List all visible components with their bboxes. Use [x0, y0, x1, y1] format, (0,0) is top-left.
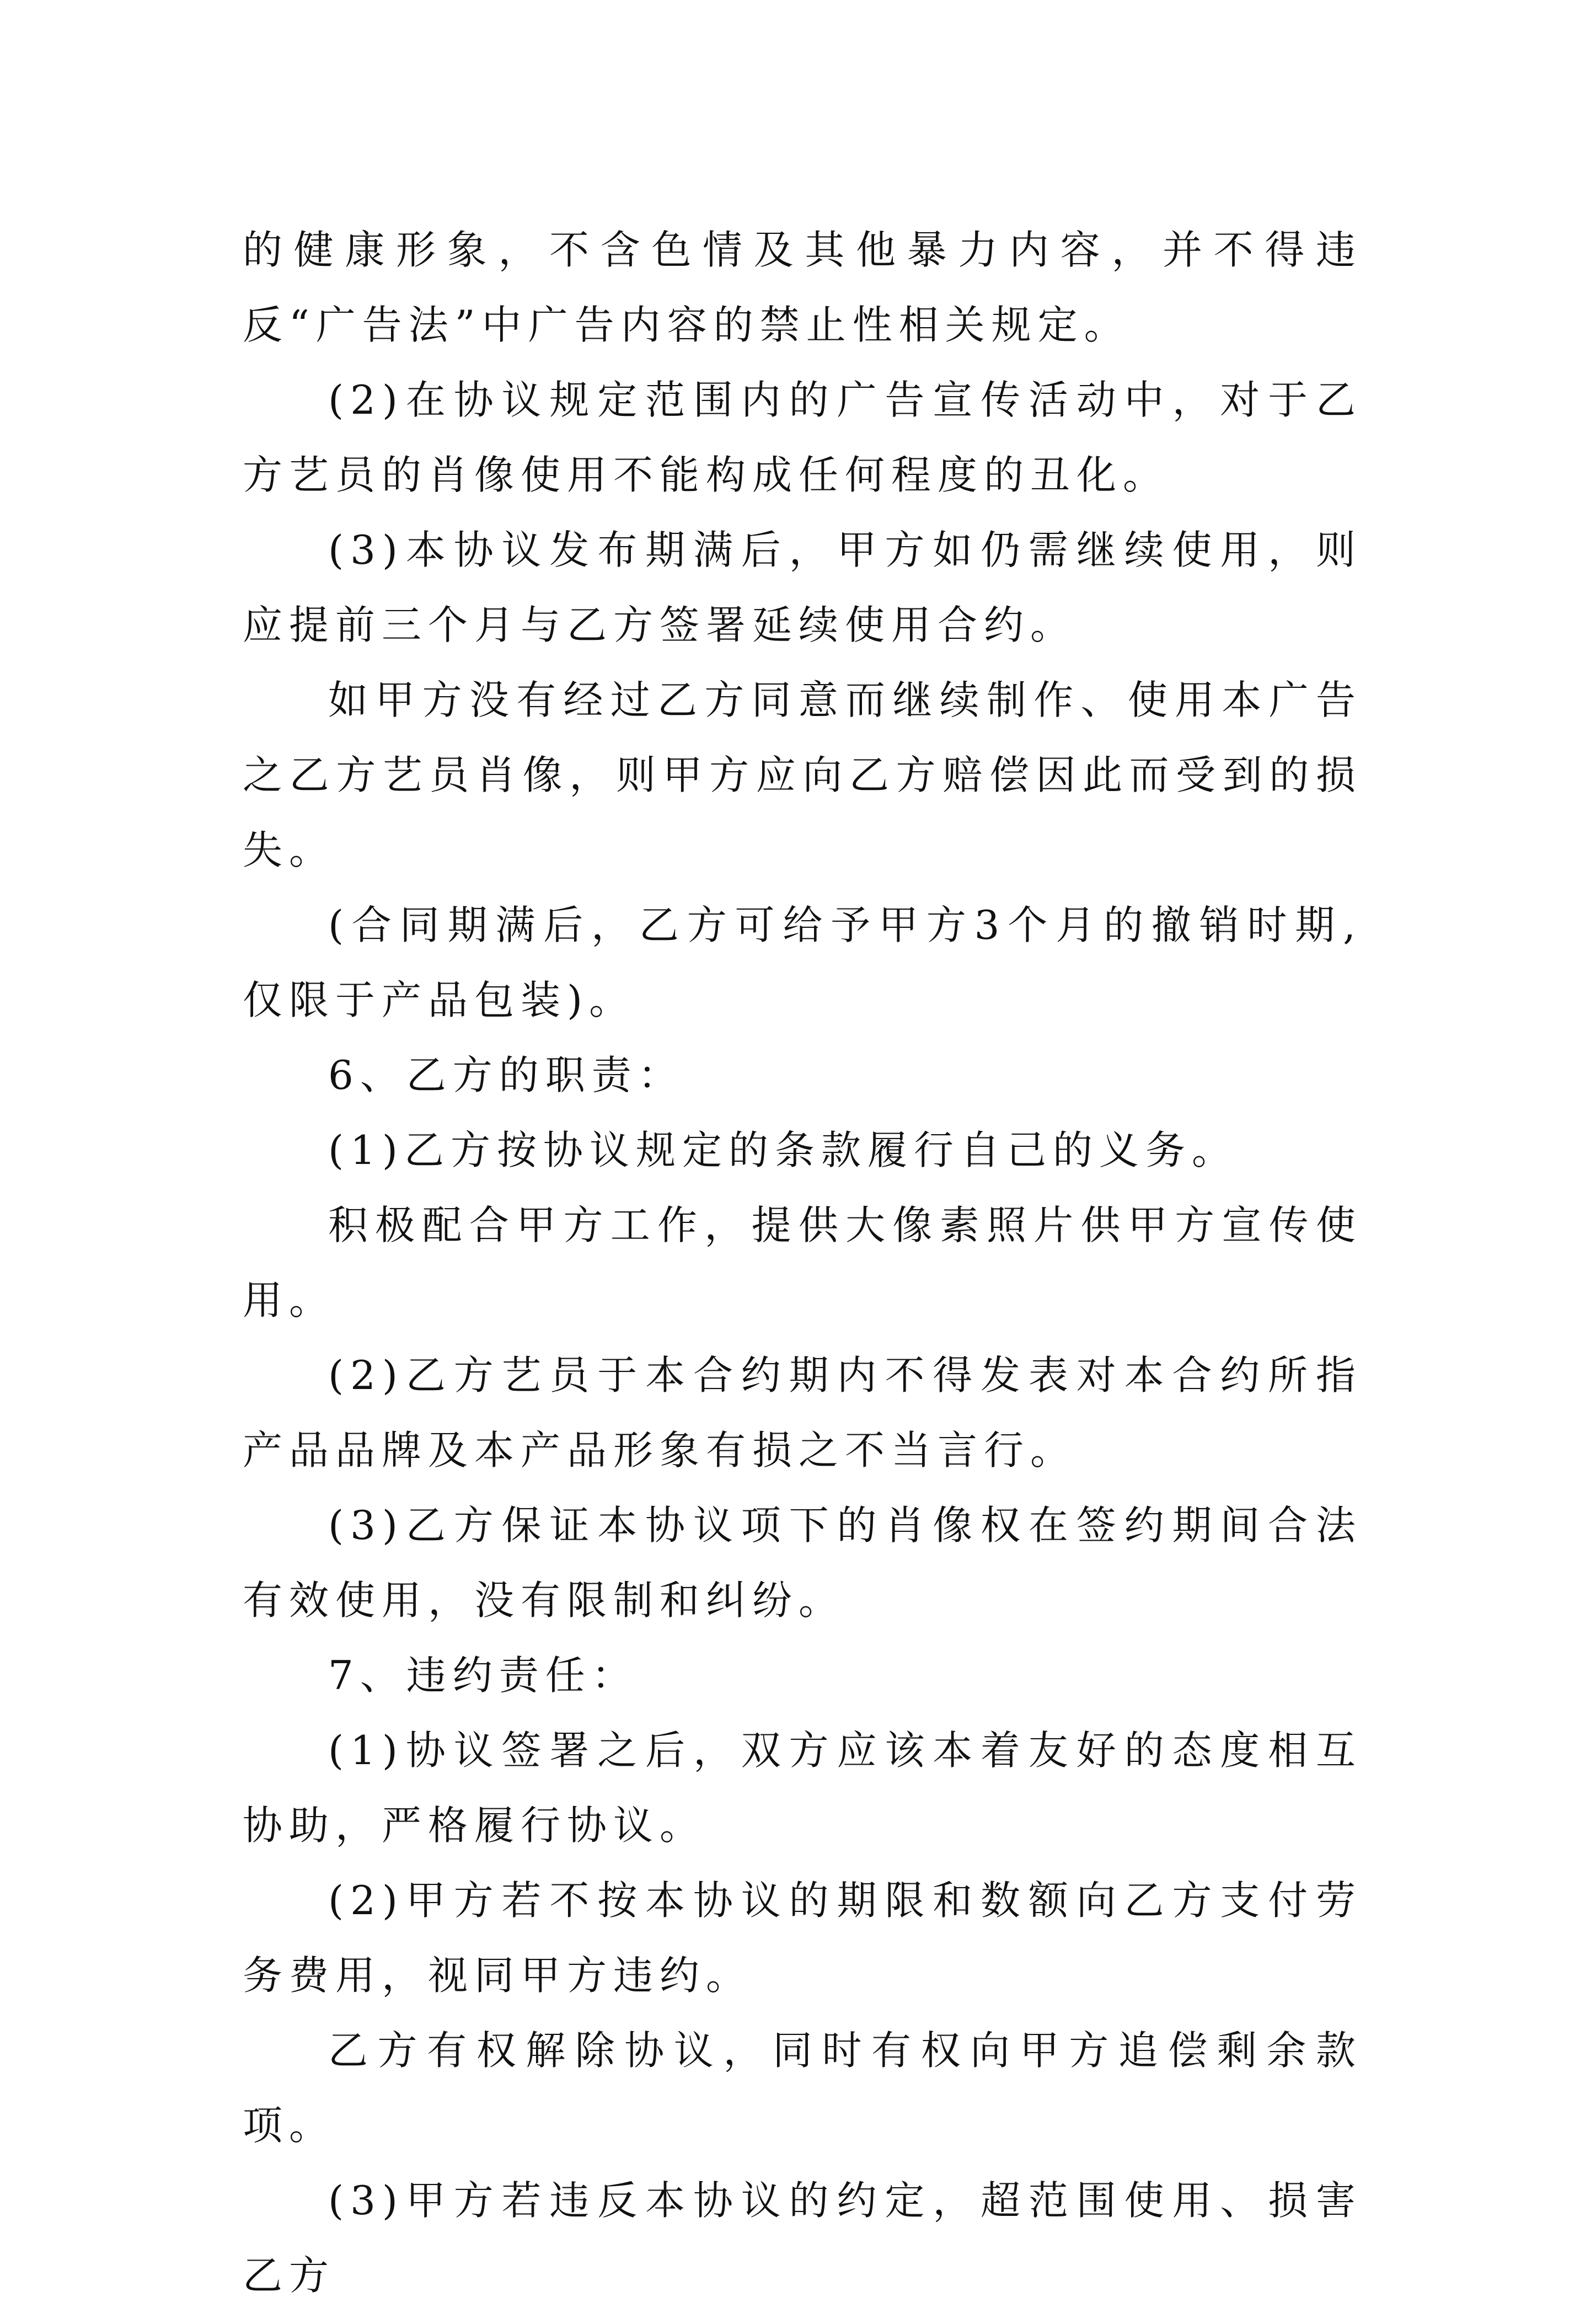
paragraph-breach-termination: 乙方有权解除协议，同时有权向甲方追偿剩余款项。	[243, 2027, 1362, 2149]
paragraph-withdrawal-period: (合同期满后，乙方可给予甲方3个月的撤销时期,仅限于产品包装)。	[243, 902, 1362, 1023]
paragraph-compensation: 如甲方没有经过乙方同意而继续制作、使用本广告之乙方艺员肖像，则甲方应向乙方赔偿因此而受到的损失。	[243, 677, 1362, 873]
section-heading-breach-liability: 7、违约责任：	[328, 1652, 638, 1698]
paragraph-duty-3: (3)乙方保证本协议项下的肖像权在签约期间合法有效使用，没有限制和纠纷。	[243, 1502, 1362, 1623]
paragraph-duty-cooperate: 积极配合甲方工作，提供大像素照片供甲方宣传使用。	[243, 1202, 1362, 1323]
paragraph-health-image: 的健康形象，不含色情及其他暴力内容，并不得违反“广告法”中广告内容的禁止性相关规定。	[243, 227, 1362, 348]
document-body	[243, 212, 1362, 2313]
paragraph-breach-1: (1)协议签署之后，双方应该本着友好的态度相互协助，严格履行协议。	[243, 1727, 1362, 1849]
paragraph-clause-3-renewal: (3)本协议发布期满后，甲方如仍需继续使用，则应提前三个月与乙方签署延续使用合约。	[243, 527, 1362, 648]
paragraph-duty-2: (2)乙方艺员于本合约期内不得发表对本合约所指产品品牌及本产品形象有损之不当言行。	[243, 1352, 1362, 1473]
paragraph-breach-2: (2)甲方若不按本协议的期限和数额向乙方支付劳务费用，视同甲方违约。	[243, 1877, 1362, 1999]
section-heading-party-b-duties: 6、乙方的职责：	[328, 1052, 684, 1098]
paragraph-duty-1: (1)乙方按协议规定的条款履行自己的义务。	[328, 1127, 1238, 1173]
paragraph-breach-3: (3)甲方若违反本协议的约定，超范围使用、损害乙方	[243, 2177, 1362, 2299]
paragraph-clause-2-portrait: (2)在协议规定范围内的广告宣传活动中，对于乙方艺员的肖像使用不能构成任何程度的丑化。	[243, 377, 1362, 498]
